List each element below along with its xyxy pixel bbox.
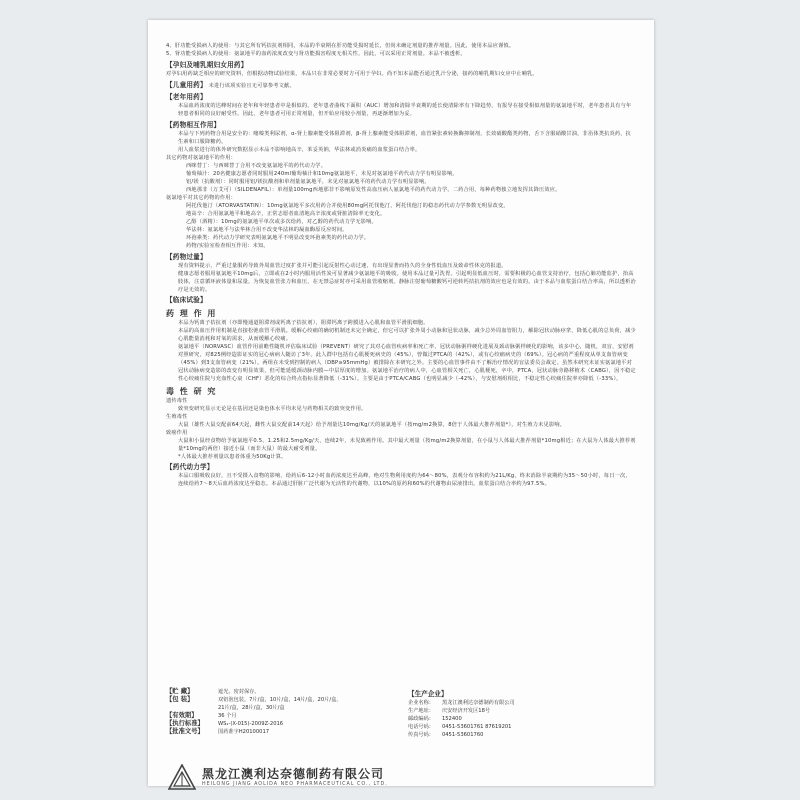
pharmacology-text: 本品的高血压作用机制是直接松弛血管平滑肌。缓解心绞痛的确切机制还未完全确定，但它可以扩张外周小动脉和冠状动脉，减少总外周血管阻力，解除冠状动脉痉挛，降低心肌的总负荷，减少心肌能量消耗和对氧的需求，从而缓解心绞痛。 <box>178 328 636 342</box>
toxicology-subtitle: 致癌作用 <box>166 430 188 436</box>
producer-value: 庆安经济开发区18号 <box>441 708 491 714</box>
standard-row <box>166 720 406 728</box>
pharmacology-text: 本品为钙离子拮抗剂（亦即慢通道阻滞剂或钙离子拮抗剂），阻滞钙离子跨膜进入心肌和血管平滑肌细胞。 <box>178 320 429 326</box>
company-name-en: HEILONG JIANG AOLIDA NEO PHARMACEUTICAL CO., LTD. <box>202 782 388 787</box>
producer-block <box>408 688 636 739</box>
section-text: 环孢素类：药代动力学研究表明氨氯地平不明显改变环孢素类的药代动力学。 <box>186 235 370 241</box>
producer-row <box>408 707 636 715</box>
toxicology-title: 毒 性 研 究 <box>166 387 217 396</box>
section-title-overdose: 【药物过量】 <box>166 253 207 261</box>
section-text: 乙醇（酒精）：10mg的氨氯地平单次或多次给药，对乙醇的药代动力学无影响。 <box>186 219 377 225</box>
storage-label: 【贮 藏】 <box>166 688 194 695</box>
toxicology-subtitle: 生殖毒性 <box>166 414 188 420</box>
leaflet-sheet <box>148 20 654 786</box>
section-text: 药物/实验室检查相互作用：未知。 <box>186 243 269 249</box>
section-elderly <box>166 93 636 118</box>
producer-value: 黑龙江澳利达奈德制药有限公司 <box>441 700 515 706</box>
product-info-left <box>166 688 406 736</box>
producer-label: 电话号码： <box>408 724 434 730</box>
package-row-2 <box>166 704 406 712</box>
section-text: 西地那非（万艾可）（SILDENAFIL）：单剂量100mg西地那非不影响原发性高血压病人氨氯地平的药代动力学。二药合用，每种药物独立地发挥其降压效应。 <box>186 187 561 193</box>
product-info-block <box>166 688 636 736</box>
package-label: 【包 装】 <box>166 696 194 703</box>
producer-label: 传真号码： <box>408 732 434 738</box>
approval-row <box>166 728 406 736</box>
producer-row <box>408 715 636 723</box>
approval-label: 【批准文号】 <box>166 728 204 735</box>
section-interactions <box>166 121 636 250</box>
toxicology-text: 大鼠和小鼠经食物给予氨氯地平0.5，1.25和2.5mg/Kg/天，连续2年，未见致癌作用。其中最大剂量（按mg/m2换算剂量，在小鼠与人体最大推荐剂量*10mg相近；在大鼠为人体最大推荐剂量*10mg的两倍）接近小鼠（而非大鼠）的最大耐受剂量。 <box>178 438 636 452</box>
standard-label: 【执行标准】 <box>166 720 204 727</box>
toxicology-text: 大鼠（雄性大鼠交配前64天起，雌性大鼠交配前14天起）给予剂量达10mg/Kg/天的氨氯地平（按mg/m2换算，8倍于人体最大推荐剂量*），对生殖力未见影响。 <box>178 422 566 428</box>
section-title-children: 【儿童用药】 <box>166 81 207 89</box>
toxicology-text: *人体最大推荐剂量以患者体重为50Kg计算。 <box>178 454 287 460</box>
validity-label: 【有效期】 <box>166 712 198 719</box>
approval-value: 国药准字H20100017 <box>218 729 270 735</box>
producer-row <box>408 731 636 739</box>
producer-value: 0451-53601761 87619201 <box>441 724 512 730</box>
usage-note-4: 4、肝功能受损病人的使用：与其它所有钙拮抗剂相同，本品的半衰期在肝功能受损时延长，但尚未确定剂量的推荐剂量。因此，使用本品应谨慎。 <box>166 43 515 49</box>
package-value-line1: 双铝泡包装。7片/盒，10片/盒，14片/盒，20片/盒， <box>218 697 342 703</box>
section-text: 氨氯地平对其它药物的作用： <box>166 195 237 201</box>
storage-value: 遮光，密封保存。 <box>218 689 260 695</box>
validity-row <box>166 712 406 720</box>
company-logo-icon <box>168 764 196 790</box>
section-overdose <box>166 253 636 294</box>
section-text: 其它药物对氨氯地平的作用： <box>166 155 237 161</box>
company-name: 黑龙江澳利达奈德制药有限公司 <box>202 767 385 781</box>
leaflet-content <box>166 42 636 488</box>
pk-text: 本品口服吸收良好，且不受摄入食物的影响，给药后6-12小时血药浓度达至高峰，绝对生物利用度约为64～80%，表观分布容积约为21L/Kg，终末消除半衰期约为35～50小时，每日一次，连续给药7～8天后血药浓度达至稳态。本品通过肝脏广泛代谢为无活性的代谢物，以10%的原药和60%的代谢物由尿液排出。血浆蛋白结合率约为97.5%。 <box>178 473 631 487</box>
package-row <box>166 696 406 704</box>
toxicology-text: 致突变研究显示无论是在基因还是染色体水平均未见与药物相关的致突变作用。 <box>178 406 367 412</box>
section-text: 地高辛：合用氨氯地平和地高辛，正常志愿者血清地高辛浓度或肾脏清除率无变化。 <box>186 211 386 217</box>
section-pregnancy <box>166 61 636 78</box>
package-value-line2: 21片/盒，28片/盒，30片/盒 <box>218 705 285 711</box>
standard-value: WS₁-(X-015)-2009Z-2016 <box>218 721 284 727</box>
section-text: 铝/镁（抗酸剂）：同时服用铝/镁抗酸剂和单剂量氨氯地平，未见对氨氯地平的药代动力学有明显影响。 <box>186 179 430 185</box>
section-title-interactions: 【药物相互作用】 <box>166 121 221 129</box>
section-text: 葡萄柚汁：20名健康志愿者同时服用240ml葡萄柚汁和10mg氨氯地平，未见对氨氯地平药代动力学有明显影响。 <box>186 171 458 177</box>
section-text: 健康志愿者服用氨氯地平10mg后，立即或在2小时内服用活性炭可显著减少氨氯地平的吸收。使用本品过量可洗胃。引起明显低血压时，需要积极的心血管支持治疗，包括心肺功能监护，抬高肢体，注意循环液体量和尿量。为恢复血管张力和血压，在无禁忌症时亦可采用血管收缩剂。静脉注射葡萄糖酸钙可逆转钙拮抗剂的效应也是有效的。由于本品与血浆蛋白结合率高，所以透析治疗是无效的。 <box>178 271 636 293</box>
section-text: 对孕妇用药缺乏相应的研究资料，但根据动物试验结果，本品只在非常必要时方可用于孕妇。尚不知本品能否通过乳汁分泌，接药的哺乳期妇女应中止哺乳。 <box>166 71 538 77</box>
producer-row <box>408 723 636 731</box>
section-title-clinical-trial: 【临床试验】 <box>166 296 207 304</box>
section-text: 阿托伐他汀（ATORVASTATIN）：10mg氨氯地平多次用药合并使用80mg阿托伐他汀，阿托伐他汀的稳态药代动力学参数无明显改变。 <box>186 203 509 209</box>
section-text: 本品血药浓度的达峰时间在老年和年轻患者中是相似的，老年患者曲线下面积（AUC）增加和清除半衰期的延长使清除率有下降趋势，有报导在接受相似剂量的氨氯地平时，老年患者具有与年轻患者相同的良好耐受性。因此，老年患者可用正常剂量，但开始应用较小剂量，再逐渐增加为妥。 <box>178 103 632 117</box>
section-title-pregnancy: 【孕妇及哺乳期妇女用药】 <box>166 61 248 69</box>
toxicology-subtitle: 遗传毒性 <box>166 398 188 404</box>
section-text: 华法林：氨氯地平与法华林合用不改变华法林的凝血酶原反应时间。 <box>186 227 348 233</box>
producer-label: 邮政编码： <box>408 716 434 722</box>
section-title-elderly: 【老年用药】 <box>166 93 207 101</box>
pharmacology-title: 药 理 作 用 <box>166 309 217 318</box>
section-text: 未进行该项实验且无可靠参考文献。 <box>208 83 295 89</box>
section-title-pk: 【药代动力学】 <box>166 463 214 471</box>
producer-label: 生产地址： <box>408 708 434 714</box>
producer-value: 0451-53601760 <box>441 732 484 738</box>
producer-row <box>408 699 636 707</box>
producer-title: 【生产企业】 <box>408 690 448 698</box>
section-text: 本品与下列药物合用是安全的：噻嗪类利尿剂，α-肾上腺素能受体阻滞剂，β-肾上腺素能受体阻滞剂，血管紧张素转换酶抑制剂，长效硝酸酯类药物，舌下含服硝酸甘油，非甾体类抗炎药，抗生素和口服降糖药。 <box>178 131 632 145</box>
usage-note-5: 5、肾功能受损病人的使用：氨氯地平的血药浓度改变与肾功能损害程度无相关性，因此，可以采用正常剂量。本品不被透析。 <box>166 51 466 57</box>
producer-label: 企业名称： <box>408 700 434 706</box>
storage-row <box>166 688 406 696</box>
section-text: 现有资料提示，严重过量服药导致外周血管过度扩张并可能引起反射性心动过速，有出现显著而持久的全身性低血压及致命性休克的报道。 <box>178 263 507 269</box>
validity-value: 36 个月 <box>218 713 237 719</box>
pharmacology-text: 氨氯地平（NORVASC）血管作用前瞻性随机评估临床试验（PREVENT）研究了其对心血管疾病率和死亡率，冠状动脉粥样硬化进展及颈动脉粥样硬化的影响，该多中心，随机，双盲，安慰剂对照研究，对825例经造影证实的冠心病病人随访了3年。此人群中包括有心肌梗死病史的（45%），曾做过PTCA的（42%），或有心绞痛病史的（69%）。冠心病的严重程度从单支血管病变（45%）到3支血管病变（21%）。两组在未受到控制的病人（DBP≥95mmHg）被排除在本研究之外。主要的心血管事件由不了解治疗情况的盲法委员会裁定。虽然本研究未证实氨氯地平对冠状动脉病变造影的改变有明显效果，但可能延缓颈动脉内膜—中层厚度的增加。氨氯地平治疗的病人中，心血管相关死亡，心肌梗死，卒中，PTCA，冠状动脉旁路移植术（CABG），因不稳定性心绞痛住院与充血性心衰（CHF）恶化的综合终点指标显著降低（-31%）。主要是由于PTCA/CABG（也明显减少（-42%），与安慰剂组相比，不稳定性心绞痛住院率亦降低（-33%）。 <box>178 344 636 382</box>
section-text: 用人血浆进行的体外研究数据显示本品不影响地高辛，苯妥英钠，华法林或消炎痛的血浆蛋白结合率。 <box>178 147 421 153</box>
section-text: 西咪替丁：与西咪替丁合用不改变氨氯地平的药代动力学。 <box>186 163 327 169</box>
producer-value: 152400 <box>441 716 462 722</box>
section-children <box>166 81 636 90</box>
